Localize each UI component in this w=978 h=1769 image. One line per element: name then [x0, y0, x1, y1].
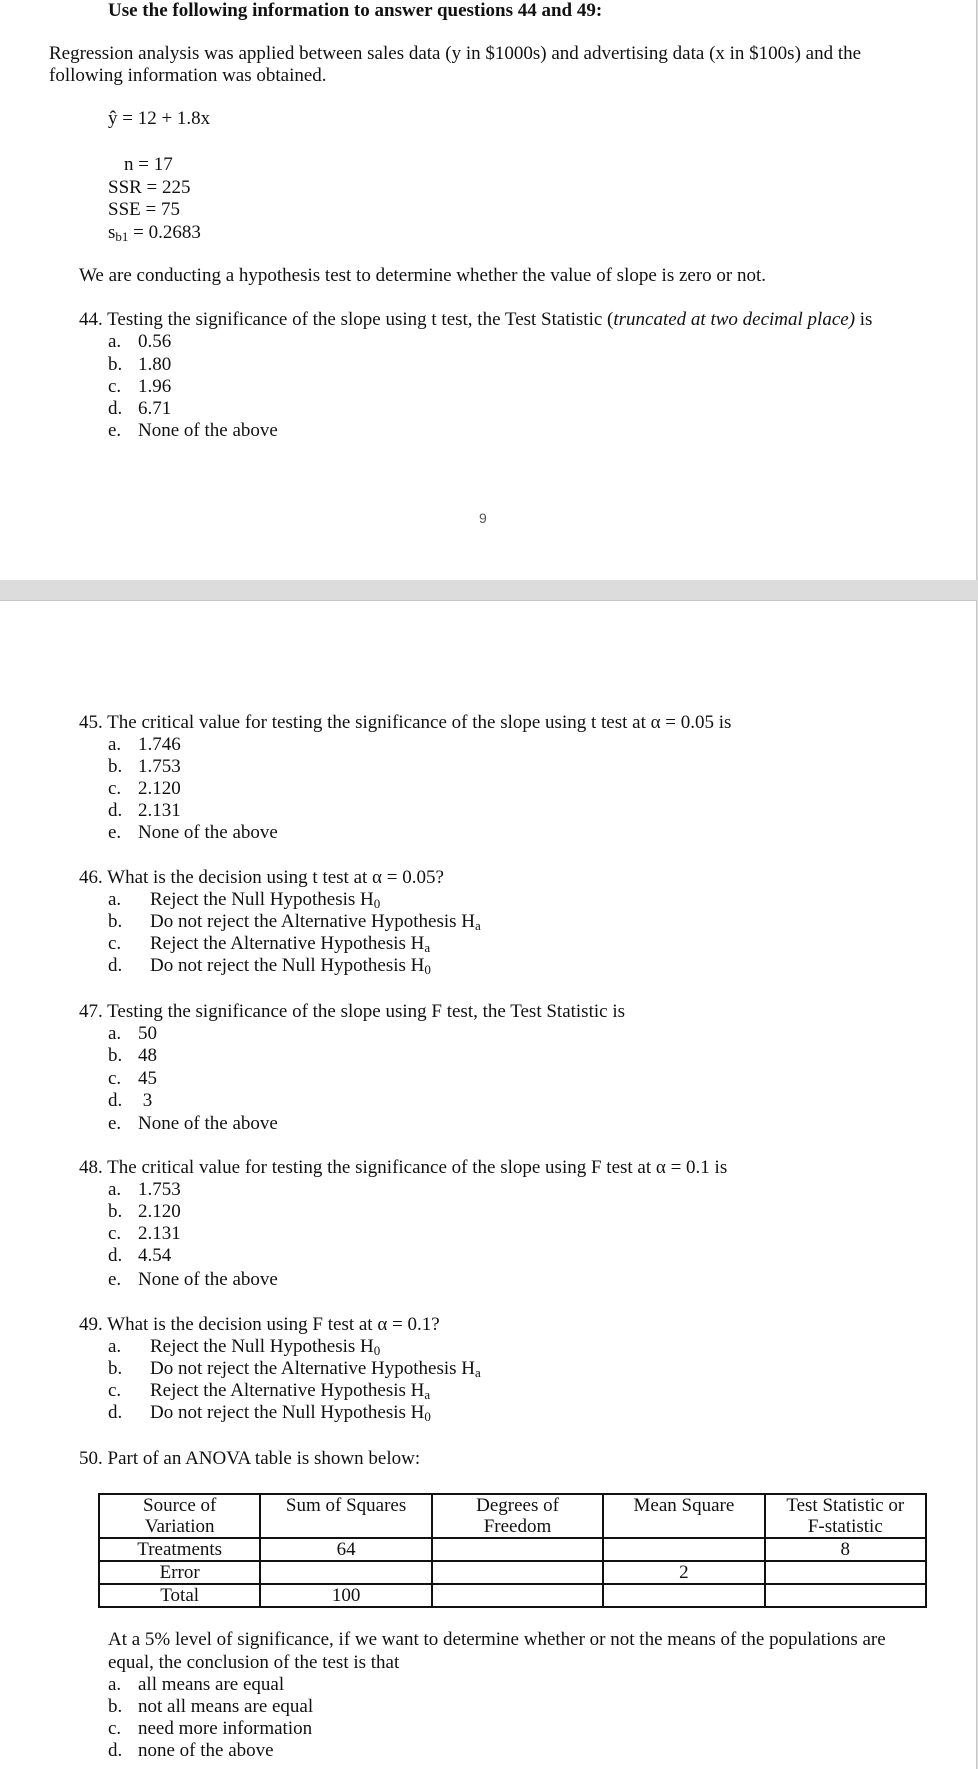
table-cell [765, 1561, 926, 1584]
q47-option-a: a. 50 [108, 1023, 157, 1044]
q48-stem: 48. The critical value for testing the significance of the slope using F test at α = 0.1 is [79, 1157, 728, 1178]
document-page-2 [0, 600, 977, 1769]
stat-ssr: SSR = 225 [108, 177, 191, 198]
intro-text-line-1: Regression analysis was applied between sales data (y in $1000s) and advertising data (x in $100s) and the [49, 43, 862, 64]
q44-option-b: b. 1.80 [108, 354, 172, 375]
anova-header-df: Degrees of Freedom [432, 1494, 603, 1538]
anova-header-ss: Sum of Squares [260, 1494, 431, 1538]
table-cell [432, 1584, 603, 1607]
q50-stem: 50. Part of an ANOVA table is shown below: [79, 1448, 421, 1469]
q46-stem: 46. What is the decision using t test at α = 0.05? [79, 867, 444, 888]
intro-heading: Use the following information to answer questions 44 and 49: [108, 0, 603, 21]
anova-header-source: Source of Variation [99, 1494, 260, 1538]
stat-sse: SSE = 75 [108, 199, 180, 220]
q50-followup-line-2: equal, the conclusion of the test is that [108, 1652, 400, 1673]
anova-row-error [99, 1561, 926, 1584]
q47-option-d: d. 3 [108, 1090, 153, 1111]
q45-stem: 45. The critical value for testing the significance of the slope using t test at α = 0.05 is [79, 712, 732, 733]
q50-followup-line-1: At a 5% level of significance, if we want to determine whether or not the means of the populations are [108, 1629, 886, 1650]
q48-option-c: c. 2.131 [108, 1223, 181, 1244]
q48-option-e: e. None of the above [108, 1269, 278, 1290]
q49-option-d: d. Do not reject the Null Hypothesis $H_0$ [108, 1402, 431, 1424]
table-cell [432, 1561, 603, 1584]
q45-option-e: e. None of the above [108, 822, 278, 843]
anova-header-ms: Mean Square [603, 1494, 764, 1538]
anova-header-row [99, 1494, 926, 1538]
table-cell: Treatments [99, 1538, 260, 1561]
anova-header-f: Test Statistic or F-statistic [765, 1494, 926, 1538]
stat-n: n = 17 [124, 154, 173, 175]
q48-option-b: b. 2.120 [108, 1201, 181, 1222]
table-cell: Error [99, 1561, 260, 1584]
q45-option-a: a. 1.746 [108, 734, 181, 755]
q46-option-d: d. Do not reject the Null Hypothesis $H_0$ [108, 955, 431, 977]
q46-option-c: c. Reject the Alternative Hypothesis $H_a$ [108, 933, 431, 955]
q50-option-c: c. need more information [108, 1718, 313, 1739]
q45-option-b: b. 1.753 [108, 756, 181, 777]
q49-option-c: c. Reject the Alternative Hypothesis $H_a$ [108, 1380, 431, 1402]
q47-stem: 47. Testing the significance of the slope using F test, the Test Statistic is [79, 1001, 625, 1022]
intro-text-line-2: following information was obtained. [49, 65, 327, 86]
q47-option-e: e. None of the above [108, 1113, 278, 1134]
table-cell: 2 [603, 1561, 764, 1584]
q49-option-b: b. Do not reject the Alternative Hypothesis $H_a$ [108, 1358, 481, 1380]
page-number: 9 [479, 510, 487, 526]
table-cell: 64 [260, 1538, 431, 1561]
q46-option-b: b. Do not reject the Alternative Hypothesis $H_a$ [108, 911, 481, 933]
q47-option-b: b. 48 [108, 1045, 157, 1066]
q50-option-d: d. none of the above [108, 1740, 274, 1761]
table-cell: Total [99, 1584, 260, 1607]
q50-option-b: b. not all means are equal [108, 1696, 314, 1717]
q47-option-c: c. 45 [108, 1068, 157, 1089]
q45-option-c: c. 2.120 [108, 778, 181, 799]
anova-row-total [99, 1584, 926, 1607]
q48-option-d: d. 4.54 [108, 1245, 172, 1266]
q49-stem: 49. What is the decision using F test at α = 0.1? [79, 1314, 440, 1335]
table-cell [603, 1584, 764, 1607]
q44-option-e: e. None of the above [108, 420, 278, 441]
q46-option-a: a. Reject the Null Hypothesis $H_0$ [108, 889, 381, 911]
document-page-1 [0, 0, 977, 580]
table-cell [260, 1561, 431, 1584]
stat-sb1: $s_{b1} = 0.2683$ [108, 222, 201, 244]
q45-option-d: d. 2.131 [108, 800, 181, 821]
table-cell [432, 1538, 603, 1561]
q44-option-a: a. 0.56 [108, 331, 172, 352]
table-cell: 8 [765, 1538, 926, 1561]
q50-option-a: a. all means are equal [108, 1674, 285, 1695]
q44-option-d: d. 6.71 [108, 398, 172, 419]
table-cell [765, 1584, 926, 1607]
q49-option-a: a. Reject the Null Hypothesis $H_0$ [108, 1336, 381, 1358]
table-cell [603, 1538, 764, 1561]
anova-row-treatments [99, 1538, 926, 1561]
q48-option-a: a. 1.753 [108, 1179, 181, 1200]
table-cell: 100 [260, 1584, 431, 1607]
q44-stem: 44. Testing the significance of the slope using t test, the Test Statistic (truncated at two decimal place) is [79, 309, 873, 330]
anova-table [98, 1493, 927, 1608]
regression-equation: ŷ = 12 + 1.8x [108, 108, 211, 129]
q44-option-c: c. 1.96 [108, 376, 172, 397]
hypothesis-context: We are conducting a hypothesis test to determine whether the value of slope is zero or not. [79, 265, 767, 286]
